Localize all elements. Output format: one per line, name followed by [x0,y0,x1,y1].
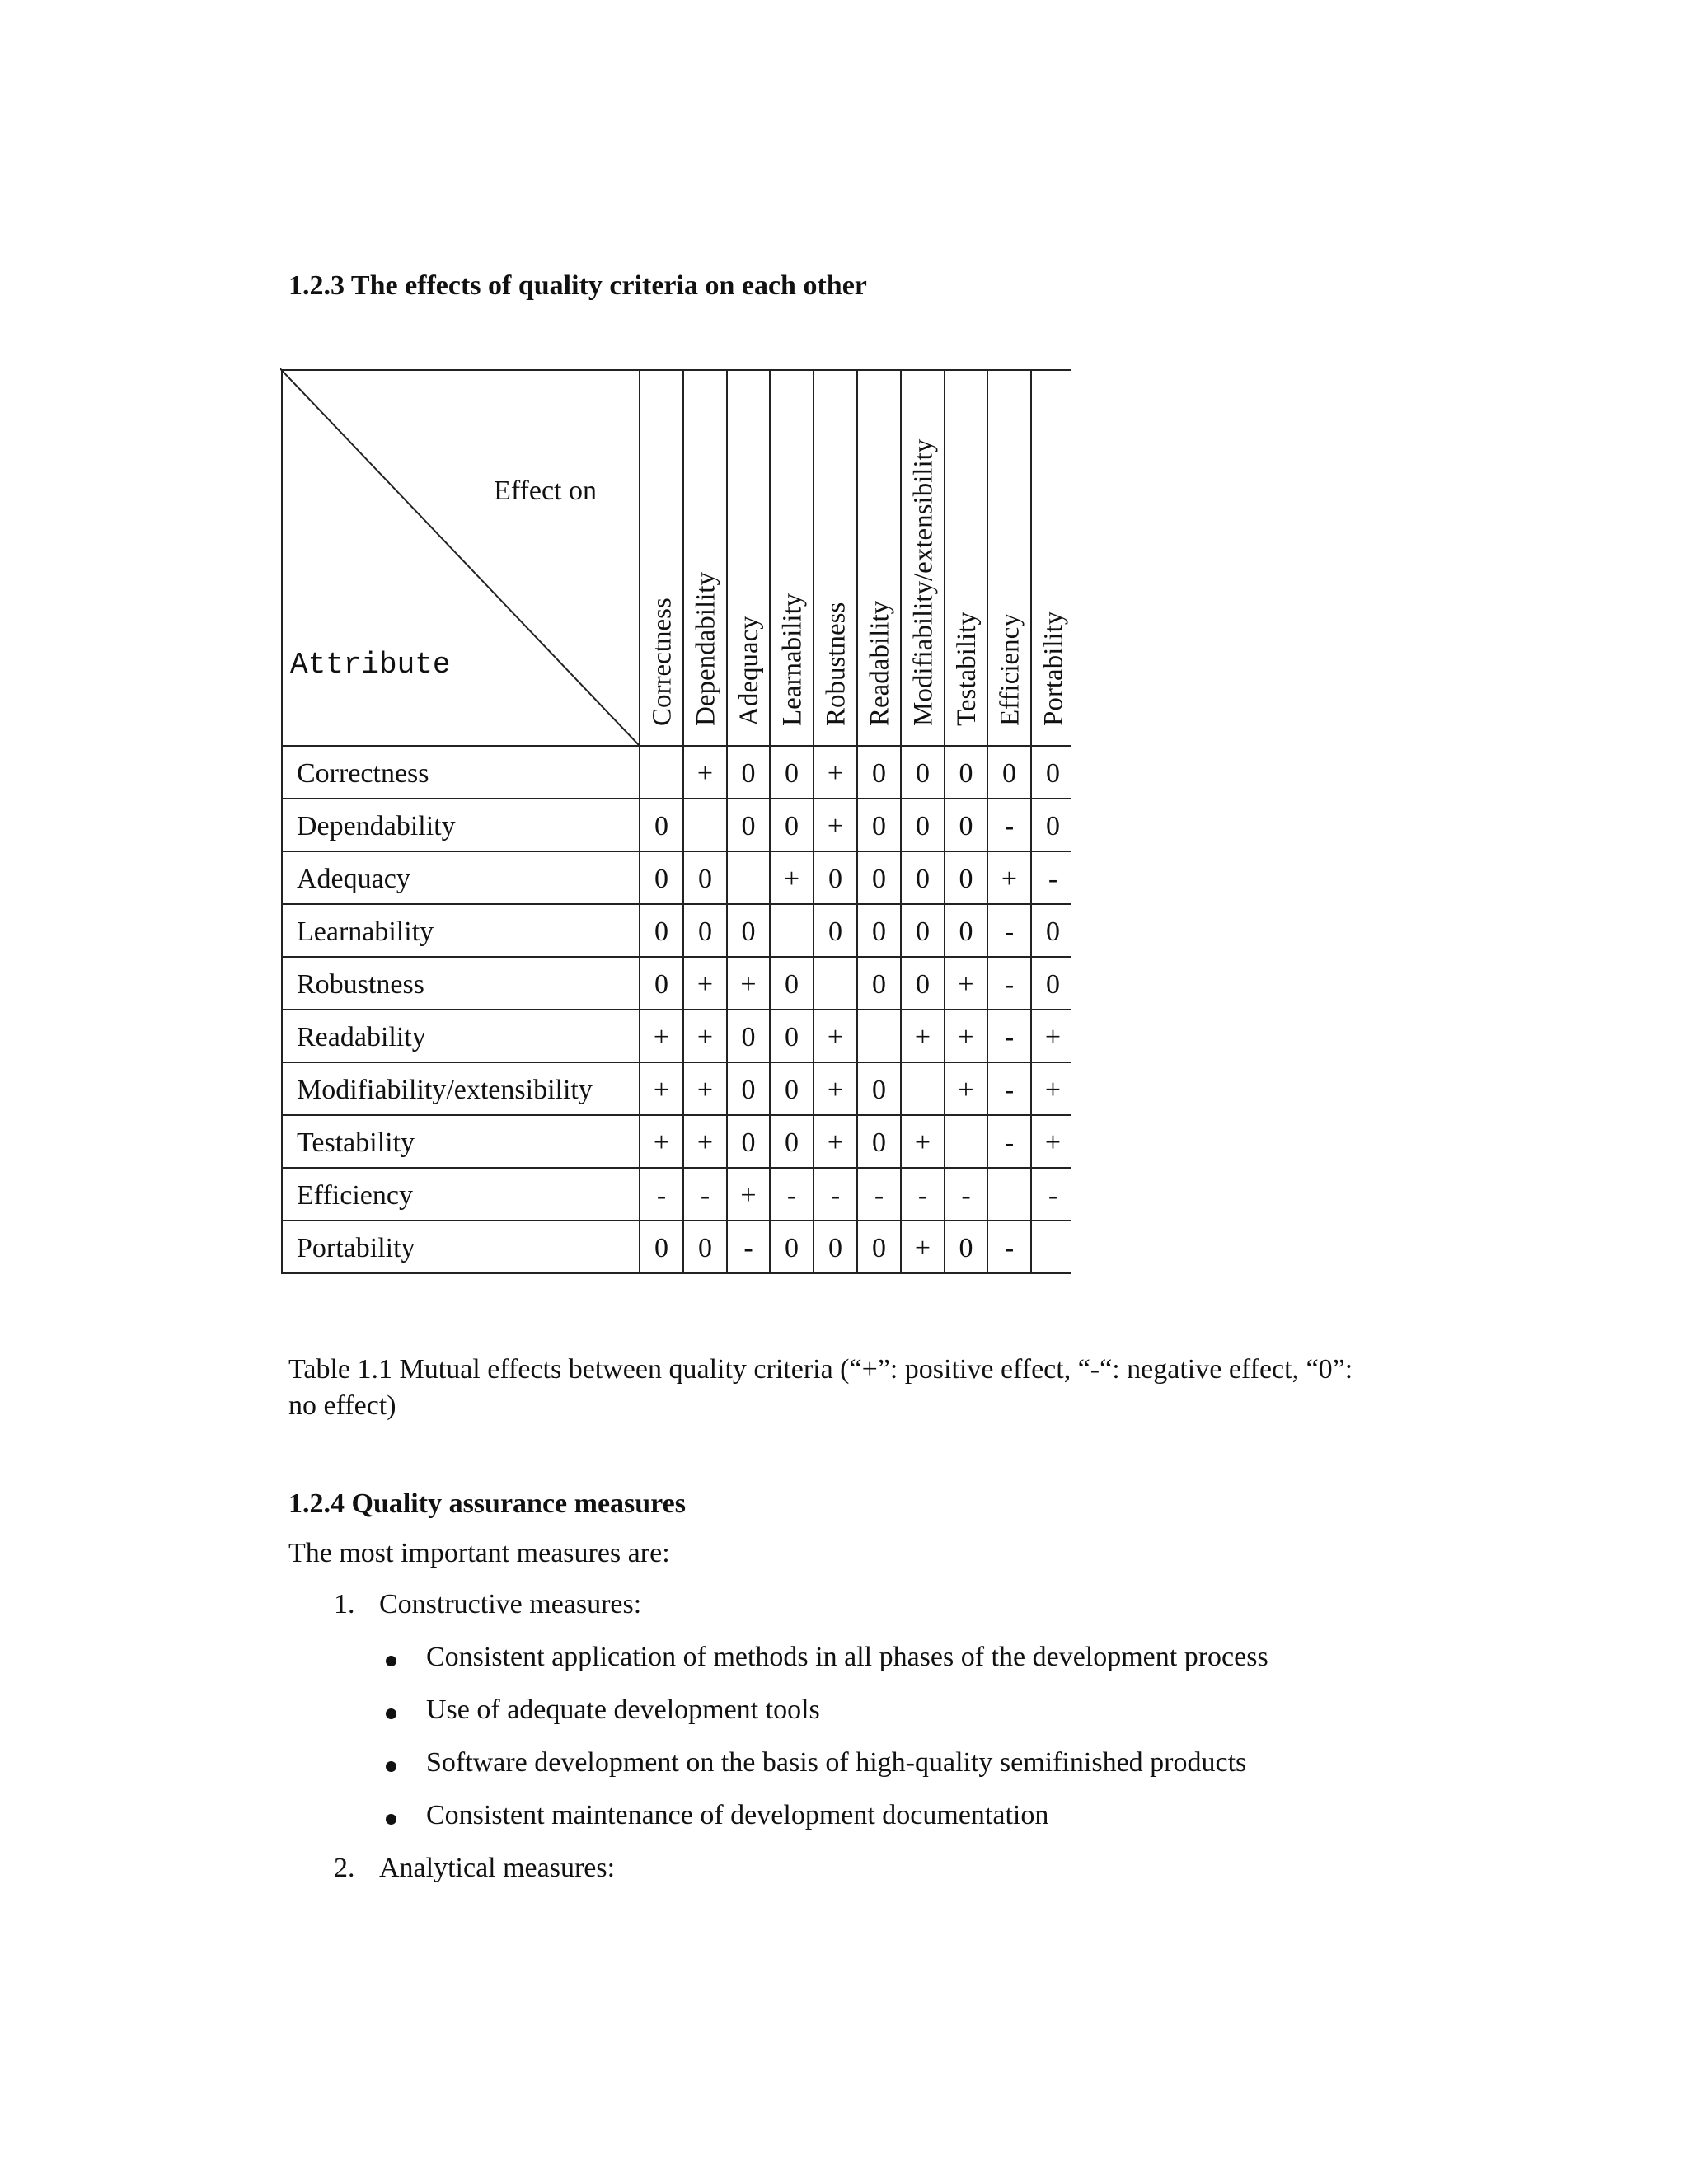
corner-label-effect-on: Effect on [494,476,597,506]
list-item-label: Constructive measures: [379,1589,642,1619]
table-cell: - [1004,969,1015,1000]
table-cell: 0 [916,969,930,1000]
table-cell: 0 [654,916,668,947]
table-cell: 0 [785,1233,799,1263]
table-cell: + [827,758,844,789]
table-cell: 0 [959,758,973,789]
row-header: Learnability [297,916,434,947]
table-cell: + [827,811,844,841]
list-number: 2. [334,1853,355,1883]
table-caption: Table 1.1 Mutual effects between quality criteria (“+”: positive effect, “-“: negative effect, “0”: no effect) [288,1354,1353,1421]
table-cell: 0 [872,1127,886,1158]
column-header: Portability [1039,611,1069,726]
row-header: Testability [297,1127,415,1158]
table-cell: 0 [654,1233,668,1263]
corner-diagonal [280,368,640,746]
bullet-icon [386,1708,396,1719]
column-header: Dependability [691,572,721,726]
table-cell: + [958,1022,974,1052]
table-cell: 0 [785,811,799,841]
table-cell: 0 [741,1127,756,1158]
table-cell: 0 [741,758,756,789]
table-cell: 0 [872,864,886,894]
table-cell: + [696,969,714,1000]
table-cell: 0 [654,969,668,1000]
table-cell: - [830,1180,841,1211]
table-cell: 0 [872,969,886,1000]
table-cell: 0 [959,1233,973,1263]
table-cell: + [1044,1127,1062,1158]
row-header: Modifiability/extensibility [297,1075,593,1105]
table-cell: - [917,1180,928,1211]
table-cell: 0 [1046,811,1060,841]
table-cell: + [696,1075,714,1105]
bullet-icon [386,1814,396,1825]
table-cell: 0 [698,864,712,894]
table-cell: + [914,1127,931,1158]
table-cell: - [1048,1180,1058,1211]
table-cell: 0 [916,916,930,947]
table-cell: - [1004,916,1015,947]
table-cell: 0 [872,758,886,789]
table-cell: 0 [741,811,756,841]
table-cell: - [700,1180,710,1211]
table-cell: + [827,1022,844,1052]
table-cell: 0 [872,1233,886,1263]
row-header: Adequacy [297,864,410,894]
table-cell: 0 [872,811,886,841]
column-header: Correctness [647,598,678,726]
row-header: Robustness [297,969,424,1000]
table-cell: 0 [1046,916,1060,947]
table-cell: 0 [785,758,799,789]
table-cell: - [1004,811,1015,841]
table-cell: 0 [959,916,973,947]
corner-label-attribute: Attribute [290,648,451,682]
table-cell: 0 [1046,758,1060,789]
table-cell: 0 [785,969,799,1000]
table-cell: - [786,1180,797,1211]
column-header: Robustness [821,602,851,726]
table-cell: + [740,969,757,1000]
table-cell: 0 [959,811,973,841]
section-heading-measures: 1.2.4 Quality assurance measures [288,1488,686,1519]
table-cell: + [653,1127,670,1158]
row-header: Efficiency [297,1180,413,1211]
table-cell: 0 [916,758,930,789]
table-cell: + [827,1075,844,1105]
table-cell: + [740,1180,757,1211]
table-cell: - [743,1233,753,1263]
section-heading-effects: 1.2.3 The effects of quality criteria on each other [288,270,867,301]
table-cell: 0 [828,916,842,947]
column-header: Readability [865,600,895,726]
table-cell: - [656,1180,667,1211]
table-cell: 0 [741,916,756,947]
table-cell: 0 [654,811,668,841]
table-cell: + [1044,1022,1062,1052]
bullet-item: Consistent maintenance of development documentation [426,1800,1049,1830]
table-cell: + [783,864,800,894]
table-cell: 0 [1046,969,1060,1000]
table-cell: 0 [698,1233,712,1263]
column-header: Adequacy [734,616,764,726]
table-cell: 0 [741,1022,756,1052]
table-cell: 0 [916,811,930,841]
bullet-icon [386,1656,396,1666]
table-cell: 0 [872,1075,886,1105]
table-cell: + [1001,864,1018,894]
table-cell: 0 [785,1022,799,1052]
table-cell: - [874,1180,884,1211]
table-cell: + [914,1233,931,1263]
table-cell: - [1048,864,1058,894]
table-cell: - [1004,1127,1015,1158]
table-cell: - [961,1180,971,1211]
list-item-label: Analytical measures: [379,1853,616,1883]
table-cell: + [653,1022,670,1052]
table-cell: - [1004,1075,1015,1105]
table-cell: 0 [959,864,973,894]
table-cell: 0 [916,864,930,894]
table-cell: + [958,969,974,1000]
intro-text: The most important measures are: [288,1538,670,1568]
table-cell: 0 [785,1127,799,1158]
column-header: Testability [952,612,982,726]
bullet-item: Use of adequate development tools [426,1694,820,1725]
table-cell: 0 [1002,758,1016,789]
table-cell: - [1004,1022,1015,1052]
table-cell: + [1044,1075,1062,1105]
row-header: Portability [297,1233,415,1263]
table-cell: 0 [785,1075,799,1105]
table-cell: 0 [698,916,712,947]
row-header: Readability [297,1022,426,1052]
quality-criteria-matrix [280,368,1071,1275]
bullet-item: Software development on the basis of high-quality semifinished products [426,1747,1247,1778]
table-cell: + [696,1127,714,1158]
row-header: Dependability [297,811,456,841]
bullet-icon [386,1761,396,1772]
table-cell: 0 [828,1233,842,1263]
table-cell: 0 [654,864,668,894]
table-cell: + [958,1075,974,1105]
table-cell: - [1004,1233,1015,1263]
table-cell: + [696,1022,714,1052]
column-header: Modifiability/extensibility [908,438,939,726]
column-header: Efficiency [995,613,1025,726]
table-cell: + [696,758,714,789]
table-cell: + [653,1075,670,1105]
column-header: Learnability [777,593,808,726]
table-cell: + [827,1127,844,1158]
row-header: Correctness [297,758,429,789]
table-cell: + [914,1022,931,1052]
list-number: 1. [334,1589,355,1619]
table-cell: 0 [872,916,886,947]
table-cell: 0 [828,864,842,894]
table-cell: 0 [741,1075,756,1105]
bullet-item: Consistent application of methods in all phases of the development process [426,1642,1268,1672]
